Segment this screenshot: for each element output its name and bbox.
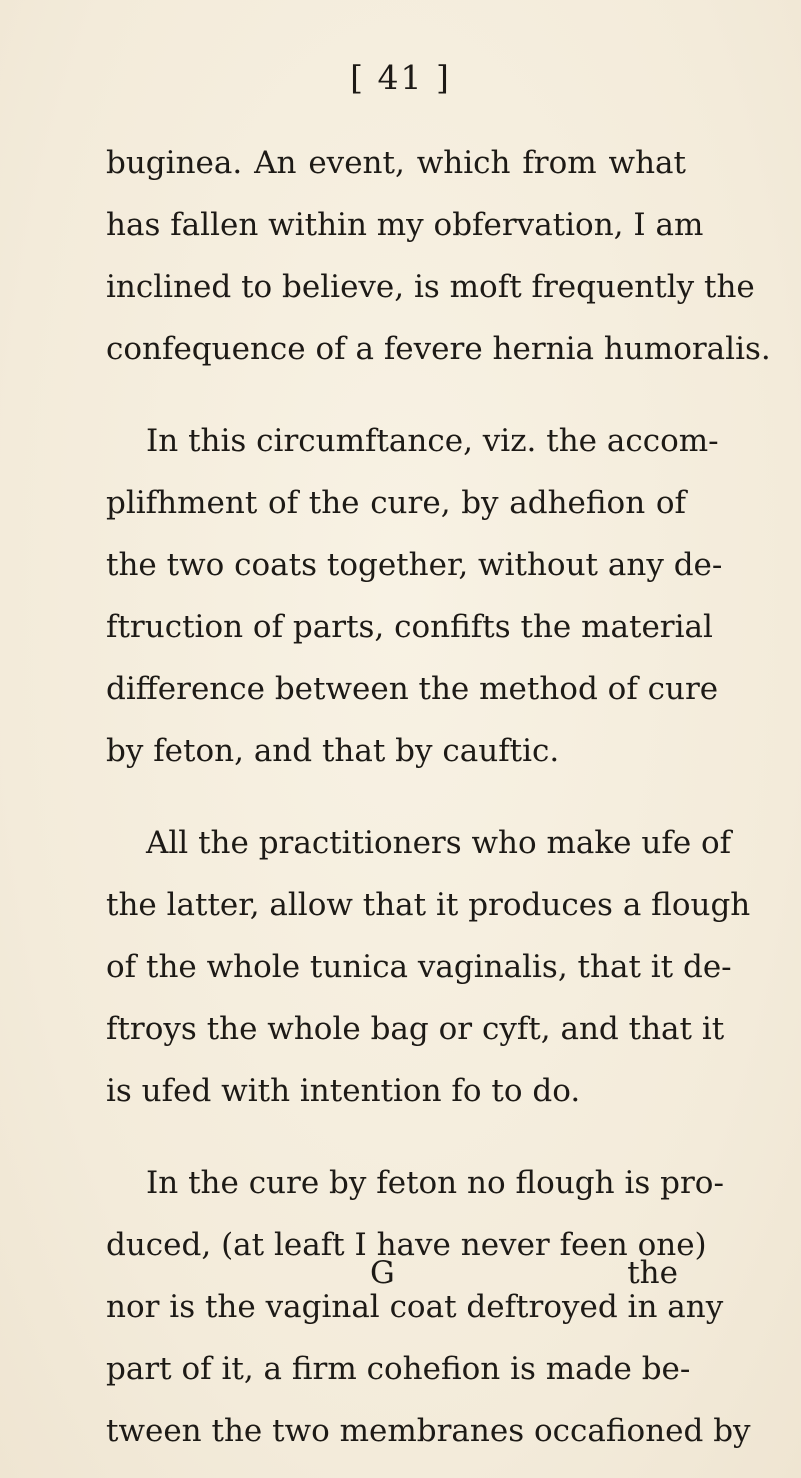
text-line: has fallen within my obfervation, I am bbox=[106, 207, 704, 243]
text-line: ftroys the whole bag or cyft, and that it bbox=[106, 1011, 725, 1047]
text-line: nor is the vaginal coat deftroyed in any bbox=[106, 1289, 724, 1325]
text-line: confequence of a fevere hernia humoralis. bbox=[106, 331, 771, 367]
text-line: buginea. An event, which from what bbox=[106, 145, 686, 181]
text-line: In this circumftance, viz. the accom- bbox=[146, 423, 719, 459]
text-line: the two coats together, without any de- bbox=[106, 547, 723, 583]
text-line: duced, (at leaft I have never feen one) bbox=[106, 1227, 707, 1263]
paragraph bbox=[106, 410, 723, 782]
text-line: tween the two membranes occafioned by bbox=[106, 1413, 751, 1449]
page-number: [ 41 ] bbox=[350, 58, 451, 97]
text-line: of the whole tunica vaginalis, that it de- bbox=[106, 949, 732, 985]
paragraph-gap bbox=[106, 782, 686, 812]
text-line: is ufed with intention fo to do. bbox=[106, 1073, 581, 1109]
text-line: In the cure by feton no flough is pro- bbox=[146, 1165, 724, 1201]
paragraph bbox=[106, 132, 771, 380]
signature-mark: G bbox=[370, 1255, 395, 1291]
catchword: the bbox=[627, 1255, 678, 1291]
text-line: plifhment of the cure, by adhefion of bbox=[106, 485, 686, 521]
text-line: part of it, a firm cohefion is made be- bbox=[106, 1351, 691, 1387]
text-line: by feton, and that by cauftic. bbox=[106, 733, 560, 769]
paragraph-gap bbox=[106, 380, 686, 410]
paragraph-gap bbox=[106, 1122, 686, 1152]
page-footer bbox=[106, 1242, 686, 1304]
text-line: ftruction of parts, confifts the material bbox=[106, 609, 713, 645]
paragraph bbox=[106, 1152, 751, 1462]
text-line: the latter, allow that it produces a flough bbox=[106, 887, 751, 923]
paragraph bbox=[106, 812, 751, 1122]
text-line: difference between the method of cure bbox=[106, 671, 719, 707]
text-line: All the practitioners who make ufe of bbox=[146, 825, 732, 861]
text-line: inclined to believe, is moft frequently the bbox=[106, 269, 755, 305]
